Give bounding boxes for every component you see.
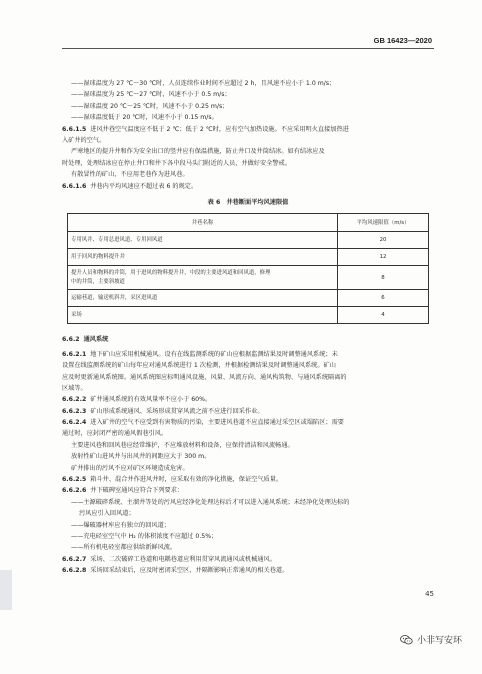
table-cell-line: 中的井筒，主要斜坡道: [71, 278, 125, 285]
clause-6-6-2-8: [62, 565, 434, 576]
clause-number: 6.6.2.6: [62, 487, 87, 495]
clause-text: 进风井巷空气温度应不低于 2 ℃；低于 2 ℃时，应有空气加热设施。不应采用明火直接加热进: [90, 125, 349, 133]
clause-6-6-2-6: [62, 485, 434, 496]
clause-line: 主要进风巷和回风巷应经常维护，不应堆放材料和设备，应保持清洁和风流畅通。: [71, 441, 294, 449]
clause-number: 6.6.2.8: [62, 567, 87, 575]
table-cell-name: 专用风井、专用总进风道、专用回风道: [68, 232, 338, 249]
clause-6-6-2-2: [62, 394, 434, 405]
clause-number: 6.6.1.6: [62, 182, 87, 190]
clause-text: 矿井通风系统的有效风量率不应小于 60%。: [90, 396, 212, 404]
table-title: 表 6 井巷断面平均风速限值: [207, 198, 289, 206]
list-item-continuation: 污风应引入回风道；: [79, 510, 135, 518]
clause-6-6-2-3: [62, 406, 434, 417]
clause-line: 时处理，处理结冰应在停止井口和井下各中段马头门附近的人员，并做好安全警戒。: [62, 159, 291, 167]
list-item: ——爆破器材库应有独立的回风道；: [71, 521, 170, 529]
clause-6-6-2-5: [62, 474, 434, 485]
section-heading-6-6-2: [62, 334, 434, 345]
table-cell-name: 采场: [68, 307, 338, 324]
clause-text: 地下矿山应采用机械通风。设有在线监测系统的矿山应根据监测结果及时调整通风系统；未: [90, 350, 338, 358]
watermark: [400, 633, 462, 646]
table-row: [68, 232, 429, 249]
pre-line-2: ——湿球温度为 25 ℃～27 ℃时，风速不小于 0.5 m/s；: [71, 91, 231, 99]
table-cell-name: 用于回风的物料提升井: [68, 249, 338, 266]
clause-text: 箱斗井、混合井作进风井时，应采取有效的净化措施，保证空气质量。: [90, 476, 283, 484]
clause-number: 6.6.2.2: [62, 396, 87, 404]
clause-line: 通过时，应封闭严密的通风假巷引风。: [62, 430, 168, 438]
wechat-icon: [400, 635, 413, 645]
table-row: [68, 266, 429, 290]
clause-line: 严寒地区的提升井和作为安全出口的竖井应有保温措施，防止井口及井筒结冰。如有结冰应及: [71, 148, 325, 156]
clause-line: 入矿井的空气。: [62, 136, 106, 144]
table-cell-limit: 6: [338, 290, 429, 307]
clause-6-6-1-5: [62, 124, 434, 135]
pre-line-4: ——湿球温度低于 20 ℃时，风速不小于 0.15 m/s。: [71, 114, 218, 122]
standard-code: GB 16423—2020: [373, 36, 432, 45]
table-header-name: 井巷名称: [68, 214, 338, 232]
table-header-limit: 平均风速限值（m/s）: [338, 214, 429, 232]
table-cell-line: 提升人员和物料的井筒，用于进风的物料提升井，中段的主要进风道和回风道，修理: [71, 270, 271, 277]
table-header-row: [68, 214, 429, 232]
clause-6-6-1-6: [62, 181, 434, 192]
left-edge-tab: [0, 570, 12, 610]
table-cell-name: [68, 266, 338, 290]
clause-text: 采场回采结束后，应及时密闭采空区，并隔断影响正常通风的相关巷道。: [90, 567, 289, 575]
pre-line-3: ——湿球温度 20 ℃～25 ℃时，风速不小于 0.25 m/s；: [71, 102, 229, 110]
table-cell-name: 运输巷道，输送机斜井，采区进风道: [68, 290, 338, 307]
clause-text: 井下破碑室通风应符合下列要求：: [90, 487, 184, 495]
watermark-text: 小非写安环: [416, 636, 462, 646]
clause-number: 6.6.1.5: [62, 125, 87, 133]
clause-number: 6.6.2.7: [62, 555, 87, 563]
table-row: [68, 249, 429, 266]
document-body: [62, 78, 434, 577]
list-item: ——所有机电硁室都应供给新鲜风流。: [71, 544, 177, 552]
list-item: ——主源破碎系统、主溜井等处的污风应经净化处理达标后才可以进入通风系统；未经净化处理达标的: [71, 498, 350, 506]
clause-6-6-2-7: [62, 554, 434, 565]
clause-line: 有散冒性的矿山，不应用老巷作为进风巷。: [71, 171, 189, 179]
clause-text: 进入矿井的空气不应受到有害物质的污染，主要进风巷道不应直接通过采空区或塌陷区；需要: [90, 419, 344, 427]
clause-line: 应及时更新通风系统图。通风系统图应标明通风设施、风量、风流方向、通风构筑物、与通风系统隔离的: [62, 373, 347, 381]
header-rule: [62, 48, 434, 49]
clause-text: 井巷内平均风速应不超过表 6 的规定。: [90, 182, 198, 190]
clause-line: 矿井排出的污风不应对矿区环境造成危害。: [71, 464, 189, 472]
clause-6-6-2-4: [62, 417, 434, 428]
pre-line-1: ——湿球温度为 27 ℃～30 ℃时，人员连续作业时间不应超过 2 h，且风速不应小于 1.0 m/s；: [71, 80, 336, 87]
table-cell-limit: 4: [338, 307, 429, 324]
clause-number: 6.6.2.3: [62, 407, 87, 415]
clause-line: 区域等。: [62, 384, 87, 392]
table-row: [68, 290, 429, 307]
section-number: 6.6.2: [62, 336, 80, 344]
table-cell-limit: 12: [338, 249, 429, 266]
table-row: [68, 307, 429, 324]
list-item: ——充电硁室空气中 H₂ 的体积浓度不应超过 0.5%；: [71, 532, 218, 540]
clause-text: 矿山形成系统通风、采场形成贯穿风流之前不应进行回采作业。: [90, 407, 264, 415]
clause-6-6-2-1: [62, 349, 434, 360]
clause-number: 6.6.2.1: [62, 350, 87, 358]
section-title: 通风系统: [83, 336, 109, 344]
clause-number: 6.6.2.4: [62, 419, 87, 427]
table-cell-limit: 20: [338, 232, 429, 249]
page-number: 45: [425, 590, 434, 598]
clause-line: 设置在线监测系统的矿山每年应对通风系统进行 1 次检测，并根据检测结果及时调整通风系统。矿山: [62, 362, 336, 370]
wind-speed-table: [67, 213, 429, 324]
table-cell-limit: 8: [338, 266, 429, 290]
clause-number: 6.6.2.5: [62, 476, 87, 484]
clause-line: 放射性矿山进风井与出风井的间距应大于 300 m。: [71, 453, 211, 461]
clause-text: 采场、二次破碎工巷道和电耦巷道应利用贯穿风流通风或机械通风。: [90, 555, 276, 563]
